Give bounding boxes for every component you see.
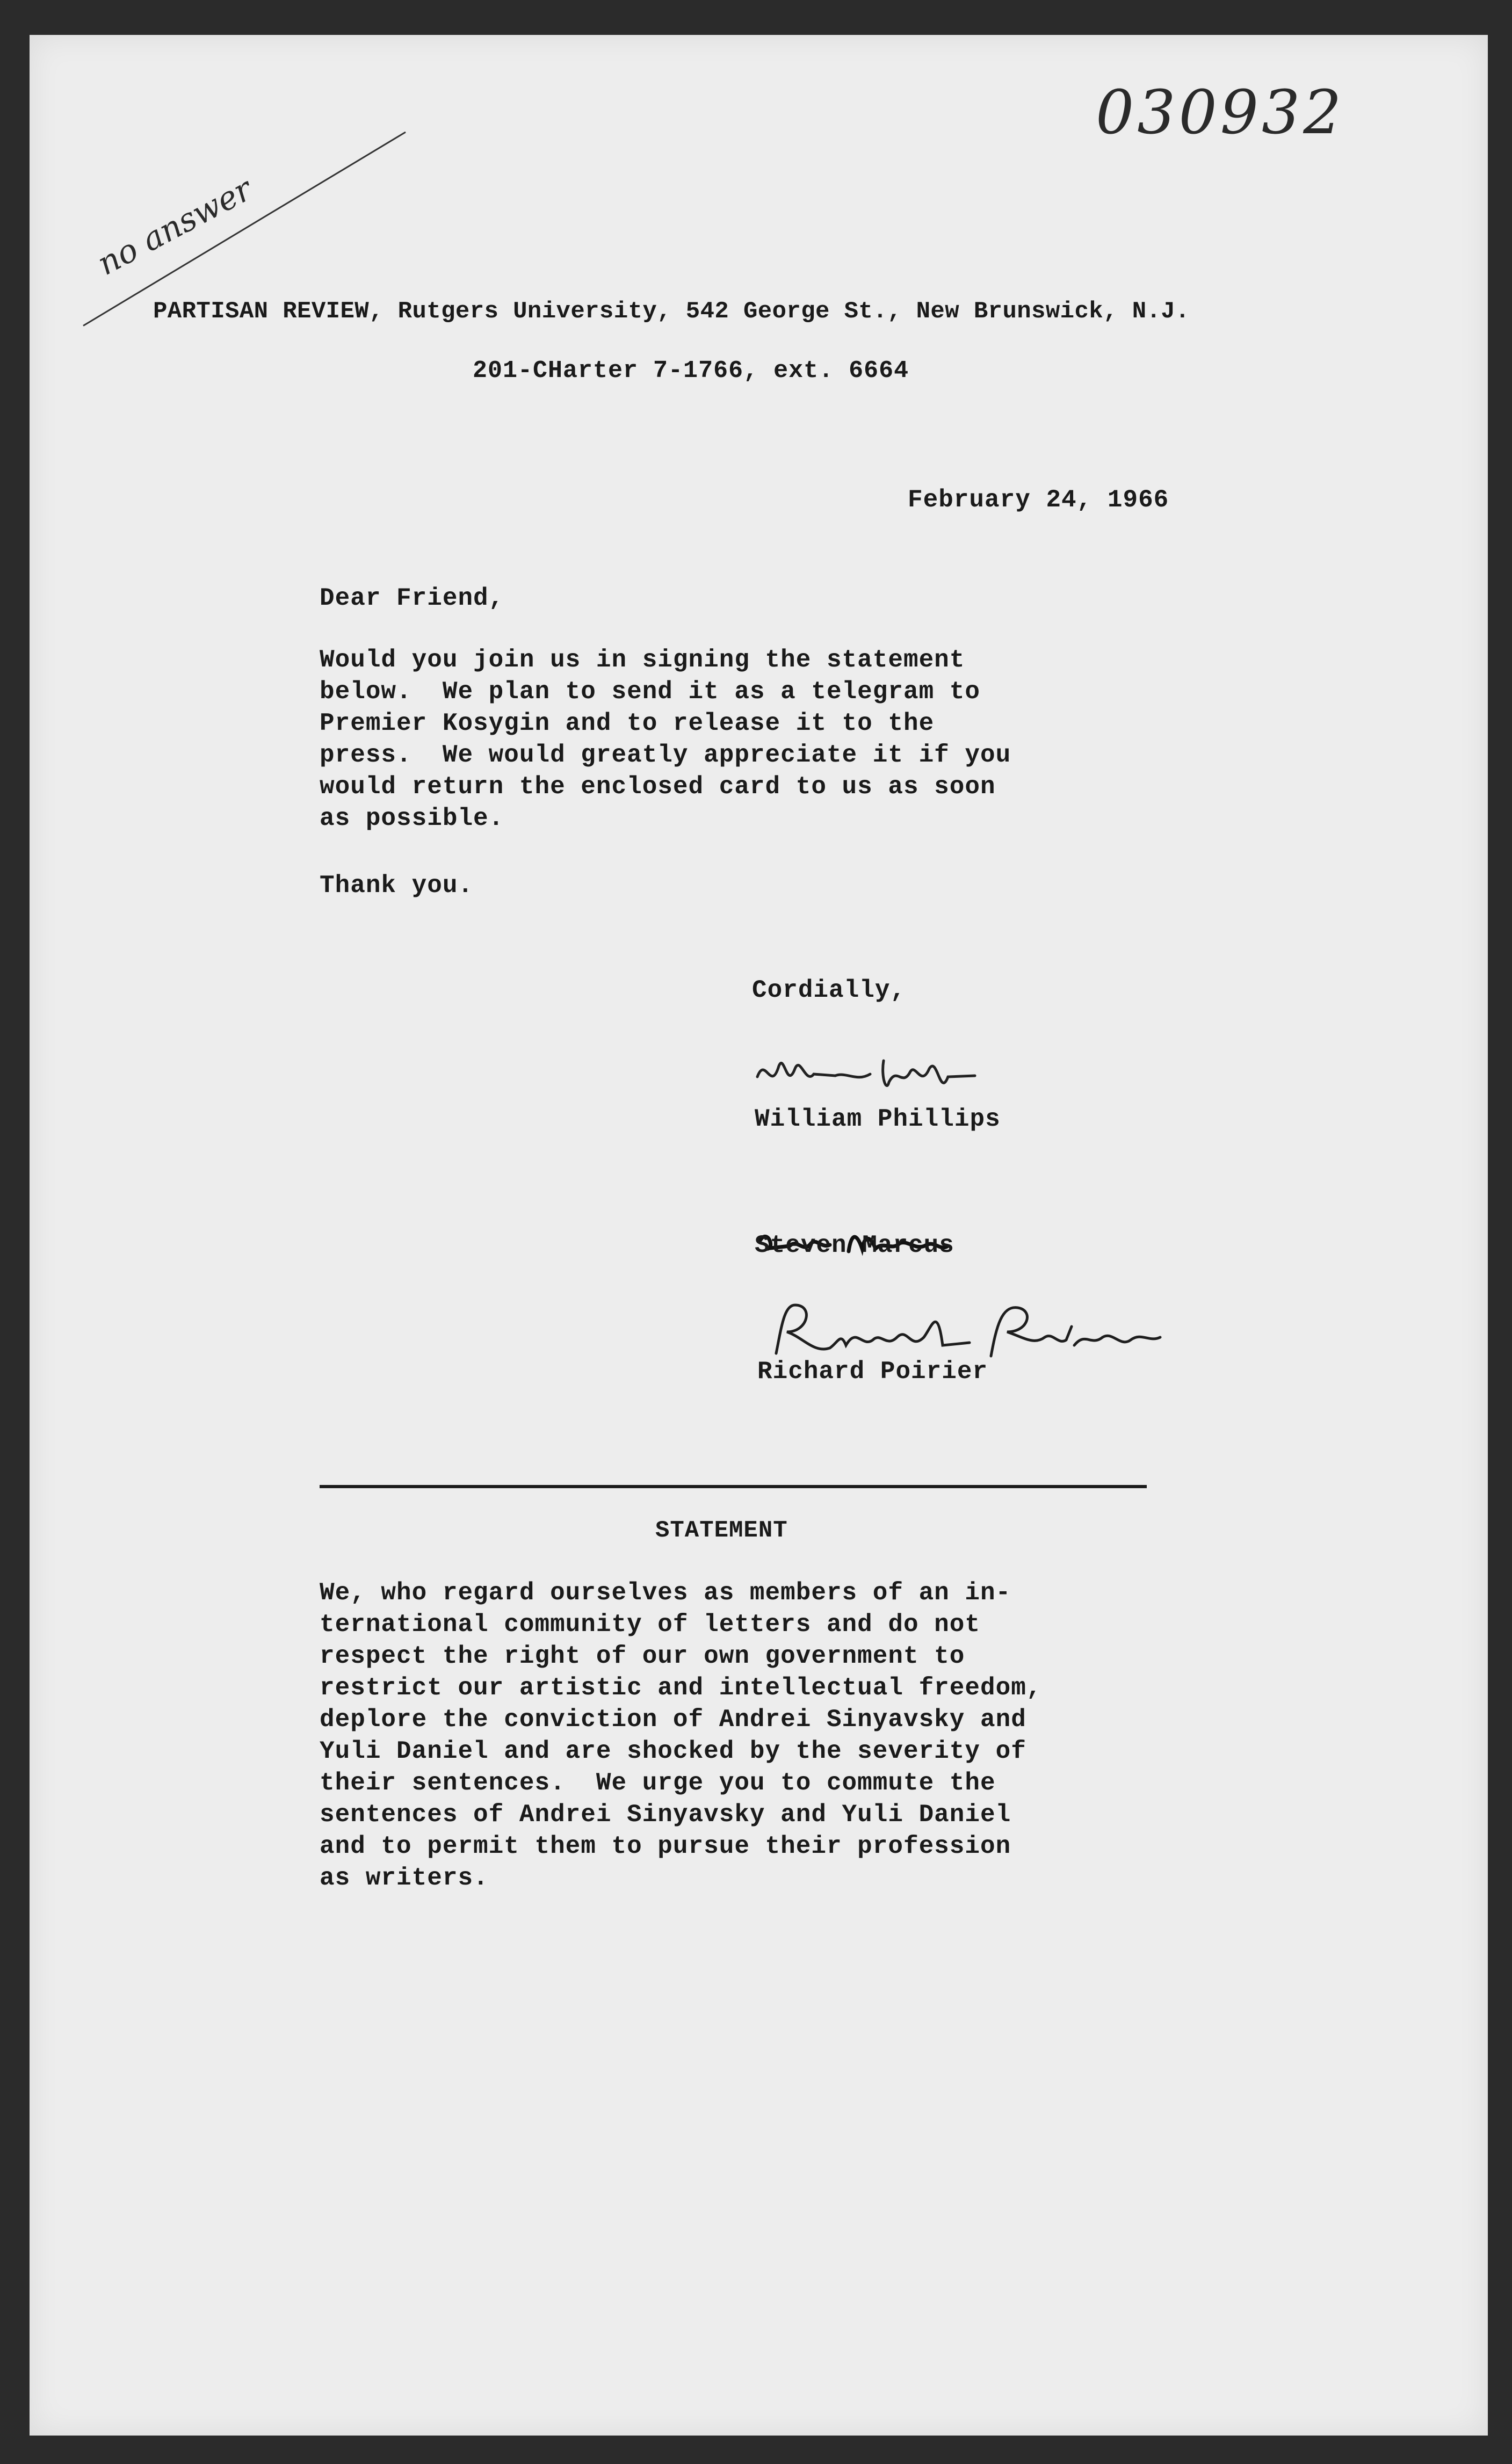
- body-line: Would you join us in signing the statement: [320, 646, 965, 674]
- statement-line: sentences of Andrei Sinyavsky and Yuli Daniel: [320, 1801, 1011, 1829]
- letterhead-line-1: PARTISAN REVIEW, Rutgers University, 542 George St., New Brunswick, N.J.: [153, 298, 1190, 325]
- letter-page: [30, 35, 1488, 2436]
- body-line: would return the enclosed card to us as soon: [320, 773, 996, 801]
- archive-number: 030932: [1096, 78, 1345, 148]
- signature-scribble: [755, 1045, 1023, 1104]
- annotation-note: no answer: [91, 170, 258, 283]
- letterhead-line-2: 201-CHarter 7-1766, ext. 6664: [473, 357, 909, 385]
- statement-line: and to permit them to pursue their profession: [320, 1832, 1011, 1860]
- body-line: Premier Kosygin and to release it to the: [320, 709, 935, 737]
- body-line: as possible.: [320, 805, 504, 832]
- typed-name: Richard Poirier: [757, 1358, 988, 1386]
- statement-line: their sentences. We urge you to commute the: [320, 1769, 996, 1797]
- body-line: below. We plan to send it as a telegram to: [320, 678, 980, 706]
- section-divider: [320, 1485, 1147, 1488]
- statement-line: ternational community of letters and do not: [320, 1611, 980, 1639]
- salutation: Dear Friend,: [320, 584, 504, 612]
- statement-line: deplore the conviction of Andrei Sinyavsky and: [320, 1706, 1026, 1734]
- closing: Cordially,: [752, 976, 906, 1004]
- typed-name: Steven Marcus: [755, 1231, 954, 1259]
- signature-william-phillips: [755, 1045, 1023, 1106]
- statement-line: restrict our artistic and intellectual freedom,: [320, 1674, 1042, 1702]
- statement-line: Yuli Daniel and are shocked by the severity of: [320, 1737, 1026, 1765]
- statement-line: as writers.: [320, 1864, 489, 1892]
- body-line: press. We would greatly appreciate it if you: [320, 741, 1011, 769]
- thanks-line: Thank you.: [320, 872, 474, 900]
- statement-heading: STATEMENT: [655, 1517, 788, 1544]
- statement-line: We, who regard ourselves as members of an in-: [320, 1579, 1011, 1607]
- letter-date: February 24, 1966: [908, 486, 1169, 514]
- statement-line: respect the right of our own government to: [320, 1642, 965, 1670]
- typed-name: William Phillips: [755, 1105, 1001, 1133]
